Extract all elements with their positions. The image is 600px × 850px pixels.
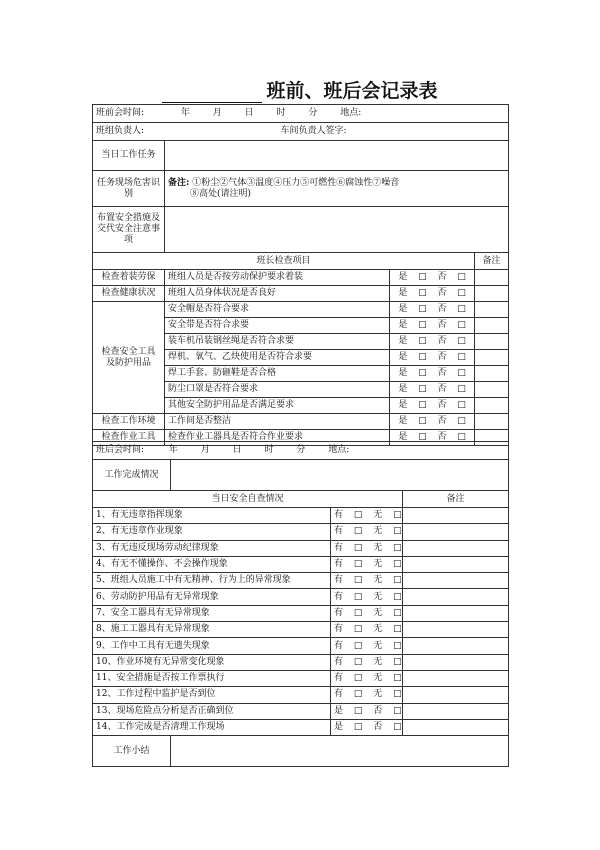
inspection-item: 检查作业工器具是否符合作业要求 — [165, 430, 390, 446]
inspection-item: 安全带是否符合求要 — [165, 318, 390, 334]
self-check-remark-cell[interactable] — [403, 622, 509, 638]
summary-row — [93, 736, 509, 767]
inspection-remark-cell[interactable] — [475, 414, 509, 430]
safety-label: 布置安全措施及交代安全注意事项 — [93, 207, 165, 253]
inspection-row — [93, 414, 509, 430]
inspection-remark-cell[interactable] — [475, 334, 509, 350]
yes-no-checkbox-pair[interactable]: 是 □ 否 □ — [390, 334, 475, 350]
inspection-remark-cell[interactable] — [475, 382, 509, 398]
leader-label: 班组负责人: — [96, 126, 145, 136]
yes-no-checkbox-pair[interactable]: 是 □ 否 □ — [390, 286, 475, 302]
inspection-remark-cell[interactable] — [475, 286, 509, 302]
self-check-header-row — [93, 491, 509, 508]
post-meeting-time-label: 班后会时间: — [96, 445, 145, 455]
inspection-header-row — [93, 253, 509, 270]
post-meeting-time-cell[interactable] — [93, 442, 509, 460]
self-check-row — [93, 540, 509, 556]
summary-label: 工作小结 — [93, 736, 171, 767]
self-check-row — [93, 508, 509, 524]
self-check-row — [93, 703, 509, 719]
inspection-item: 防尘口罩是否符合要求 — [165, 382, 390, 398]
form-title — [0, 76, 600, 103]
hazard-note-line1: ①粉尘②气体③温度④压力⑤可燃性⑥腐蚀性⑦噪音 — [192, 177, 400, 188]
pre-meeting-date-fields: 年 月 日 时 分 地点: — [180, 108, 362, 118]
post-meeting-time-row — [93, 442, 509, 460]
self-check-row — [93, 687, 509, 703]
inspection-remark-header: 备注 — [475, 253, 509, 270]
self-check-row — [93, 573, 509, 589]
self-check-item: 12、工作过程中监护是否到位 — [93, 687, 331, 703]
has-no-checkbox-pair[interactable]: 有 □ 无 □ — [331, 540, 403, 556]
inspection-remark-cell[interactable] — [475, 270, 509, 286]
task-label: 当日工作任务 — [93, 141, 165, 171]
has-no-checkbox-pair[interactable]: 有 □ 无 □ — [331, 605, 403, 621]
yes-no-checkbox-pair[interactable]: 是 □ 否 □ — [331, 719, 403, 735]
has-no-checkbox-pair[interactable]: 有 □ 无 □ — [331, 687, 403, 703]
inspection-row — [93, 286, 509, 302]
yes-no-checkbox-pair[interactable]: 是 □ 否 □ — [390, 270, 475, 286]
inspection-group-label: 检查作业工具 — [93, 430, 165, 446]
inspection-item: 焊机、氧气、乙炔使用是否符合求要 — [165, 350, 390, 366]
yes-no-checkbox-pair[interactable]: 是 □ 否 □ — [390, 302, 475, 318]
self-check-item: 14、工作完成是否清理工作现场 — [93, 719, 331, 735]
post-meeting-date-fields: 年 月 日 时 分 地点: — [168, 445, 350, 455]
inspection-remark-cell[interactable] — [475, 302, 509, 318]
hazard-label: 任务现场危害识别 — [93, 171, 165, 207]
title-blank-line[interactable] — [162, 84, 262, 103]
self-check-remark-cell[interactable] — [403, 556, 509, 572]
self-check-remark-cell[interactable] — [403, 573, 509, 589]
leader-row — [93, 123, 509, 141]
yes-no-checkbox-pair[interactable]: 是 □ 否 □ — [390, 398, 475, 414]
task-input[interactable] — [165, 141, 509, 171]
has-no-checkbox-pair[interactable]: 有 □ 无 □ — [331, 524, 403, 540]
inspection-item: 班组人员身体状况是否良好 — [165, 286, 390, 302]
has-no-checkbox-pair[interactable]: 有 □ 无 □ — [331, 638, 403, 654]
has-no-checkbox-pair[interactable]: 有 □ 无 □ — [331, 589, 403, 605]
self-check-row — [93, 638, 509, 654]
inspection-row — [93, 270, 509, 286]
yes-no-checkbox-pair[interactable]: 是 □ 否 □ — [390, 382, 475, 398]
has-no-checkbox-pair[interactable]: 有 □ 无 □ — [331, 508, 403, 524]
pre-meeting-time-row — [93, 105, 509, 123]
inspection-item: 工作间是否整洁 — [165, 414, 390, 430]
work-done-label: 工作完成情况 — [93, 460, 171, 491]
self-check-body — [93, 508, 509, 736]
self-check-remark-cell[interactable] — [403, 524, 509, 540]
inspection-group-label: 检查健康状况 — [93, 286, 165, 302]
self-check-item: 9、工作中工具有无遗失现象 — [93, 638, 331, 654]
self-check-header: 当日安全自查情况 — [93, 491, 403, 508]
self-check-item: 10、作业环境有无异常变化现象 — [93, 654, 331, 670]
pre-shift-table — [92, 104, 509, 446]
safety-row — [93, 207, 509, 253]
work-done-input[interactable] — [171, 460, 509, 491]
self-check-remark-cell[interactable] — [403, 703, 509, 719]
work-done-row — [93, 460, 509, 491]
pre-meeting-time-label: 班前会时间: — [96, 108, 145, 118]
self-check-item: 6、劳动防护用品有无异常现象 — [93, 589, 331, 605]
self-check-row — [93, 719, 509, 735]
self-check-item: 7、安全工器具有无异常现象 — [93, 605, 331, 621]
self-check-remark-cell[interactable] — [403, 638, 509, 654]
has-no-checkbox-pair[interactable]: 有 □ 无 □ — [331, 670, 403, 686]
self-check-remark-cell[interactable] — [403, 687, 509, 703]
task-row — [93, 141, 509, 171]
yes-no-checkbox-pair[interactable]: 是 □ 否 □ — [390, 318, 475, 334]
inspection-remark-cell[interactable] — [475, 366, 509, 382]
inspection-row — [93, 302, 509, 318]
yes-no-checkbox-pair[interactable]: 是 □ 否 □ — [390, 350, 475, 366]
title-text: 班前、班后会记录表 — [266, 80, 438, 102]
self-check-row — [93, 654, 509, 670]
safety-input[interactable] — [165, 207, 509, 253]
self-check-row — [93, 605, 509, 621]
workshop-sign-label: 车间负责人签字: — [280, 126, 347, 136]
inspection-item: 其他安全防护用品是否满足要求 — [165, 398, 390, 414]
hazard-row — [93, 171, 509, 207]
self-check-item: 4、有无不懂操作、不会操作现象 — [93, 556, 331, 572]
self-check-item: 8、施工工器具有无异常现象 — [93, 622, 331, 638]
self-check-item: 5、班组人员施工中有无精神、行为上的异常现象 — [93, 573, 331, 589]
self-check-remark-cell[interactable] — [403, 605, 509, 621]
self-check-item: 3、有无违反现场劳动纪律现象 — [93, 540, 331, 556]
inspection-header: 班长检查项目 — [93, 253, 475, 270]
hazard-note-label: 备注: — [168, 177, 190, 188]
post-shift-table — [92, 441, 509, 767]
hazard-note-cell[interactable] — [165, 171, 509, 207]
self-check-item: 1、有无违章指挥现象 — [93, 508, 331, 524]
inspection-remark-cell[interactable] — [475, 318, 509, 334]
self-check-item: 11、安全措施是否按工作票执行 — [93, 670, 331, 686]
self-check-remark-header: 备注 — [403, 491, 509, 508]
self-check-remark-cell[interactable] — [403, 540, 509, 556]
self-check-row — [93, 622, 509, 638]
self-check-remark-cell[interactable] — [403, 654, 509, 670]
summary-input[interactable] — [171, 736, 509, 767]
hazard-note-line2: ⑧高处(请注明) — [190, 188, 252, 199]
yes-no-checkbox-pair[interactable]: 是 □ 否 □ — [331, 703, 403, 719]
self-check-remark-cell[interactable] — [403, 508, 509, 524]
self-check-item: 2、有无违章作业现象 — [93, 524, 331, 540]
inspection-remark-cell[interactable] — [475, 398, 509, 414]
self-check-item: 13、现场危险点分析是否正确到位 — [93, 703, 331, 719]
has-no-checkbox-pair[interactable]: 有 □ 无 □ — [331, 654, 403, 670]
self-check-remark-cell[interactable] — [403, 670, 509, 686]
inspection-group-label: 检查着装劳保 — [93, 270, 165, 286]
leader-cell[interactable] — [93, 123, 509, 141]
self-check-row — [93, 556, 509, 572]
yes-no-checkbox-pair[interactable]: 是 □ 否 □ — [390, 366, 475, 382]
inspection-item: 装车机吊装钢丝绳是否符合求要 — [165, 334, 390, 350]
inspection-remark-cell[interactable] — [475, 350, 509, 366]
inspection-group-label: 检查工作环境 — [93, 414, 165, 430]
self-check-row — [93, 670, 509, 686]
has-no-checkbox-pair[interactable]: 有 □ 无 □ — [331, 622, 403, 638]
inspection-item: 班组人员是否按劳动保护要求着装 — [165, 270, 390, 286]
self-check-remark-cell[interactable] — [403, 589, 509, 605]
inspection-item: 安全帽是否符合要求 — [165, 302, 390, 318]
yes-no-checkbox-pair[interactable]: 是 □ 否 □ — [390, 430, 475, 446]
inspection-group-label: 检查安全工具及防护用品 — [93, 302, 165, 414]
inspection-body — [93, 270, 509, 446]
has-no-checkbox-pair[interactable]: 有 □ 无 □ — [331, 556, 403, 572]
pre-meeting-time-cell[interactable] — [93, 105, 509, 123]
yes-no-checkbox-pair[interactable]: 是 □ 否 □ — [390, 414, 475, 430]
has-no-checkbox-pair[interactable]: 有 □ 无 □ — [331, 573, 403, 589]
inspection-item: 焊工手套、防砸鞋是否合格 — [165, 366, 390, 382]
self-check-row — [93, 524, 509, 540]
self-check-row — [93, 589, 509, 605]
self-check-remark-cell[interactable] — [403, 719, 509, 735]
